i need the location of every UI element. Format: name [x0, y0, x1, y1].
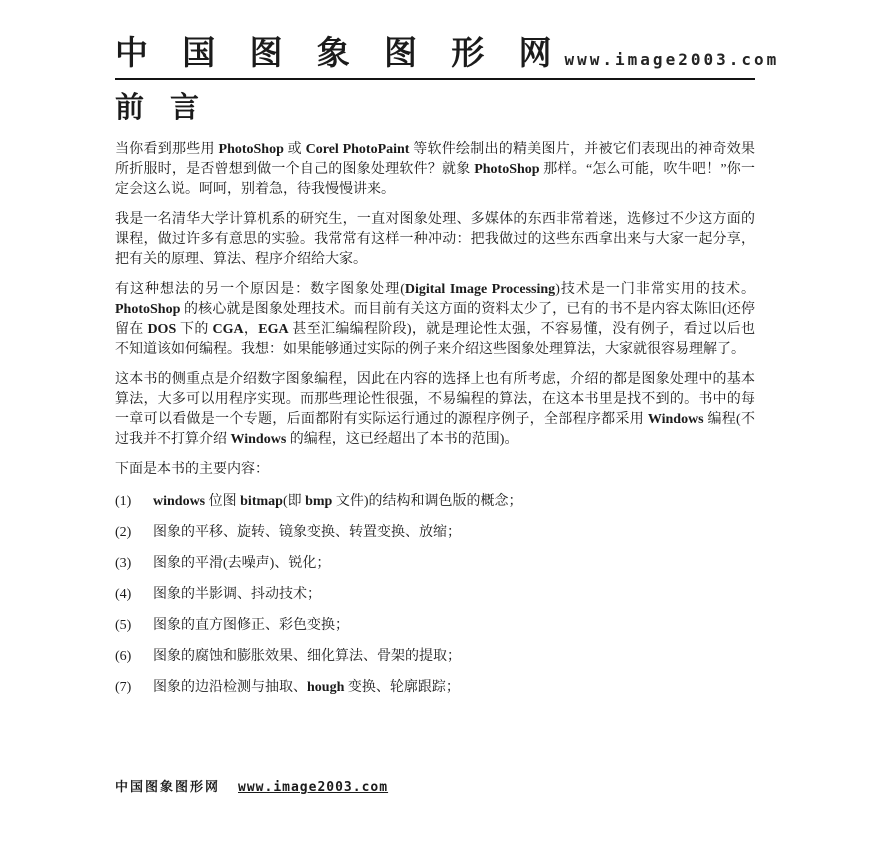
list-item-number: (3): [115, 556, 132, 571]
bold-term: windows: [153, 494, 206, 509]
bold-term: DOS: [147, 322, 177, 337]
bold-term: bitmap: [240, 494, 283, 509]
list-item: [115, 585, 755, 605]
list-item: [115, 492, 755, 512]
text-run: 图象的腐蚀和膨胀效果、细化算法、骨架的提取；: [153, 649, 461, 664]
text-run: 或: [283, 142, 306, 157]
list-item-text: [153, 554, 755, 574]
text-run: )技术是一门非常实用的技术。: [555, 282, 755, 297]
text-run: (即: [282, 494, 306, 509]
bold-term: Windows: [647, 412, 704, 427]
text-run: 图象的平滑(去噪声)、锐化；: [153, 556, 331, 571]
page-header: [115, 36, 780, 80]
text-run: 甚至汇编编程阶段)，就是理论性太强，不容易懂，没有例子，看过以后也不知道该如何编程。我想：如果能够通过实际的例子来介绍这些图象处理算法，大家就很容易理解了。: [115, 322, 756, 357]
text-run: 这本书的侧重点是介绍数字图象编程，因此在内容的选择上也有所考虑，介绍的都是图象处理中的基本算法，大多可以用程序实现。而那些理论性很强，不易编程的算法，在这本书里是找不到的。书中的每一章可以看做是一个专题，后面都附有实际运行通过的源程序例子，全部程序都采用: [115, 372, 755, 427]
list-item: [115, 678, 755, 698]
list-item-number: (2): [115, 525, 132, 540]
list-item-text: [153, 585, 755, 605]
list-item: [115, 523, 755, 543]
list-item-text: [153, 678, 755, 698]
text-run: 图象的直方图修正、彩色变换；: [153, 618, 349, 633]
text-run: 位图: [205, 494, 241, 509]
text-run: 当你看到那些用: [115, 142, 219, 157]
contents-intro: 下面是本书的主要内容：: [115, 462, 269, 477]
header-site-url: www.image2003.com: [564, 50, 780, 69]
bold-term: PhotoShop: [115, 302, 181, 317]
list-item-number: (1): [115, 494, 132, 509]
text-run: 图象的边沿检测与抽取、: [153, 680, 307, 695]
bold-term: Windows: [230, 432, 287, 447]
list-item-text: [153, 492, 755, 512]
text-run: 图象的平移、旋转、镜象变换、转置变换、放缩；: [153, 525, 461, 540]
bold-term: Corel PhotoPaint: [305, 142, 410, 157]
footer-site-name: 中国图象图形网: [115, 779, 221, 794]
paragraph-2: [115, 210, 755, 270]
bold-term: Digital Image Processing: [404, 282, 556, 297]
list-item-text: [153, 616, 755, 636]
text-run: 的核心就是图象处理技术。而目前有关这方面的资料太少了，已有的书不是内容太陈旧(还停留在: [115, 302, 755, 337]
list-item-number: (4): [115, 587, 132, 602]
document-body: [115, 140, 755, 698]
bold-term: CGA: [212, 322, 244, 337]
text-run: 下的: [176, 322, 213, 337]
text-run: 变换、轮廓跟踪；: [344, 680, 460, 695]
text-run: 图象的半影调、抖动技术；: [153, 587, 321, 602]
text-run: 文件)的结构和调色版的概念；: [332, 494, 523, 509]
text-run: 我是一名清华大学计算机系的研究生，一直对图象处理、多媒体的东西非常着迷，选修过不少这方面的课程，做过许多有意思的实验。我常常有这样一种冲动：把我做过的这些东西拿出来与大家一起分享，把有关的原理、算法、程序介绍给大家。: [115, 212, 755, 267]
footer-url-link[interactable]: www.image2003.com: [238, 780, 389, 795]
text-run: ，: [243, 322, 259, 337]
page-title: 前 言: [115, 92, 209, 124]
list-item: [115, 647, 755, 667]
contents-list: [115, 492, 755, 698]
list-item: [115, 616, 755, 636]
bold-term: PhotoShop: [474, 162, 540, 177]
bold-term: PhotoShop: [218, 142, 284, 157]
text-run: 编程(不过我并不打算介绍: [115, 412, 755, 447]
list-item-text: [153, 647, 755, 667]
list-item: [115, 554, 755, 574]
text-run: 等软件绘制出的精美图片，并被它们表现出的神奇效果所折服时，是否曾想到做一个自己的图象处理软件？就象: [115, 142, 756, 177]
list-item-text: [153, 523, 755, 543]
text-run: 那样。“怎么可能，吹牛吧！”你一定会这么说。呵呵，别着急，待我慢慢讲来。: [115, 162, 755, 197]
bold-term: bmp: [305, 494, 333, 509]
list-item-number: (5): [115, 618, 132, 633]
bold-term: hough: [307, 680, 345, 695]
paragraph-4: [115, 370, 755, 450]
list-item-number: (7): [115, 680, 132, 695]
bold-term: EGA: [258, 322, 289, 337]
text-run: 有这种想法的另一个原因是：数字图象处理(: [115, 282, 405, 297]
page-footer: [115, 776, 388, 795]
site-logo-calligraphy: 中 国 图 象 图 形 网: [115, 36, 565, 72]
paragraph-3: [115, 280, 755, 360]
list-item-number: (6): [115, 649, 132, 664]
text-run: 的编程，这已经超出了本书的范围)。: [286, 432, 519, 447]
paragraph-1: [115, 140, 755, 200]
